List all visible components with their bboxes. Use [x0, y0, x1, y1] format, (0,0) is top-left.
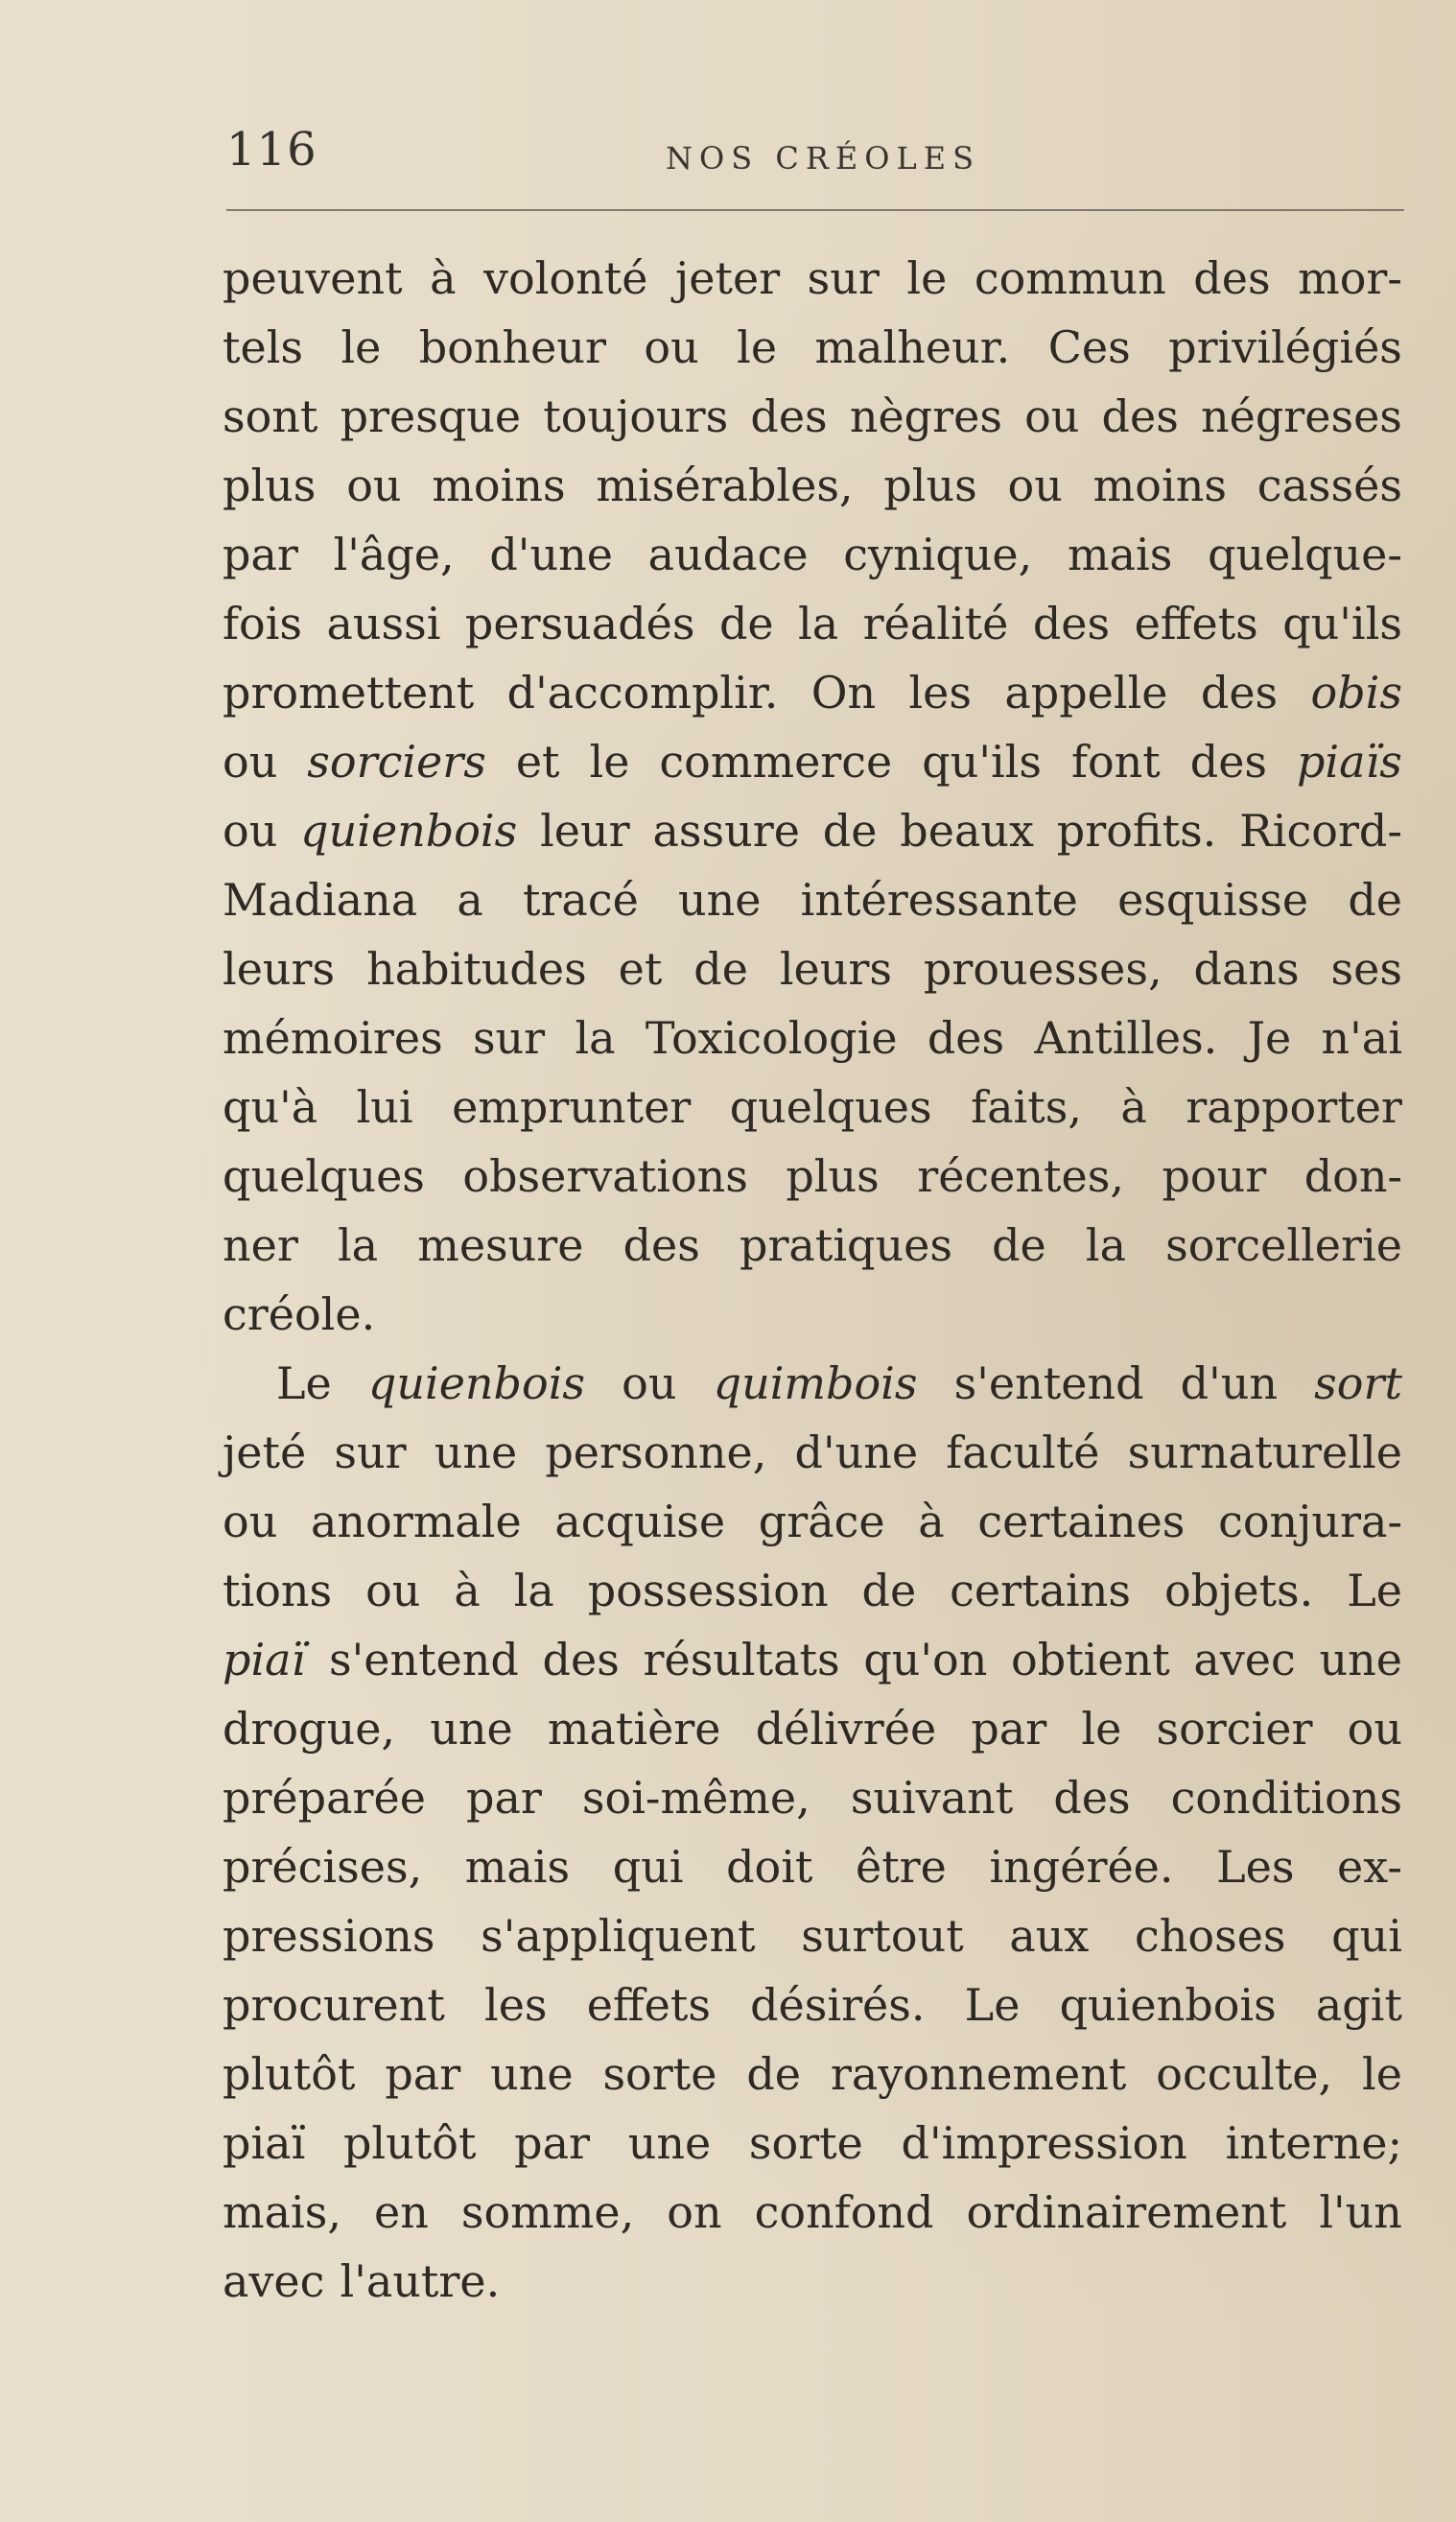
word: la: [513, 1565, 554, 1616]
word: habitudes: [366, 943, 587, 995]
text-line: [223, 1211, 1402, 1280]
word: jeté: [223, 1426, 307, 1478]
word: procurent: [223, 1979, 445, 2031]
header-rule: [226, 209, 1404, 211]
word: misérables,: [596, 460, 854, 511]
word: leurs: [223, 943, 336, 995]
word: sur: [472, 1012, 546, 1064]
word: d'un: [1180, 1357, 1279, 1409]
word: rayonnement: [830, 2048, 1127, 2100]
word: bonheur: [418, 321, 607, 373]
word: rapporter: [1186, 1081, 1402, 1133]
word: don-: [1303, 1150, 1402, 1202]
text-line: [223, 451, 1402, 520]
word: ingérée.: [989, 1841, 1174, 1893]
word: sorte: [748, 2117, 863, 2169]
word: l'âge,: [333, 529, 455, 580]
word: de: [992, 1219, 1046, 1271]
word: le: [1362, 2048, 1402, 2100]
word: n'ai: [1321, 1012, 1402, 1064]
word: commerce: [659, 736, 893, 788]
text-line: [223, 382, 1402, 451]
word: négreses: [1200, 390, 1402, 442]
word: leur: [540, 805, 630, 857]
text-line: [223, 1003, 1402, 1072]
word: de: [718, 598, 774, 649]
word: une: [434, 1426, 518, 1478]
text-line: [223, 2178, 1402, 2247]
word: piaï: [223, 2117, 306, 2169]
word: lui: [356, 1081, 413, 1133]
word: suivant: [850, 1772, 1014, 1824]
word: de: [693, 943, 748, 995]
paragraph: [223, 244, 1402, 1349]
word: sorte: [602, 2048, 717, 2100]
text-line: [223, 796, 1402, 865]
word: par: [466, 1772, 542, 1824]
word: ou: [644, 321, 699, 373]
word: interne;: [1225, 2117, 1402, 2169]
word: ses: [1330, 943, 1402, 995]
word: moins: [1092, 460, 1227, 511]
word: l'autre.: [340, 2255, 501, 2307]
page-header: [223, 123, 1402, 190]
word: mais: [464, 1841, 571, 1893]
word: mor-: [1298, 252, 1402, 304]
word: faculté: [946, 1426, 1100, 1478]
word: doit: [726, 1841, 813, 1893]
word: commun: [974, 252, 1166, 304]
word: drogue,: [223, 1703, 396, 1755]
page-number: 116: [226, 123, 317, 177]
word: prouesses,: [923, 943, 1162, 995]
word: le: [1081, 1703, 1122, 1755]
word: des: [1193, 252, 1271, 304]
word: de: [746, 2048, 801, 2100]
word: presque: [340, 390, 522, 442]
word: à: [454, 1565, 481, 1616]
word: grâce: [758, 1496, 885, 1547]
word: ordinairement: [966, 2186, 1287, 2238]
word: Ces: [1047, 321, 1131, 373]
word: cynique,: [843, 529, 1033, 580]
text-line: [223, 1418, 1402, 1487]
word: la: [798, 598, 839, 649]
word: conditions: [1170, 1772, 1402, 1824]
word: agit: [1315, 1979, 1402, 2031]
word: Ricord-: [1239, 805, 1402, 857]
text-line: [223, 2109, 1402, 2178]
word: effets: [586, 1979, 711, 2031]
word: acquise: [554, 1496, 726, 1547]
word: le: [341, 321, 382, 373]
word: confond: [754, 2186, 934, 2238]
text-line: [223, 1487, 1402, 1556]
word: piaï: [223, 1634, 306, 1685]
word: ou: [1347, 1703, 1402, 1755]
word: leurs: [779, 943, 892, 995]
word: profits.: [1056, 805, 1217, 857]
word: la: [575, 1012, 616, 1064]
word: et: [618, 943, 663, 995]
text-line: [223, 313, 1402, 382]
word: surnaturelle: [1127, 1426, 1402, 1478]
word: plutôt: [223, 2048, 356, 2100]
word: certaines: [977, 1496, 1186, 1547]
word: d'une: [489, 529, 613, 580]
word: une: [490, 2048, 574, 2100]
word: possession: [587, 1565, 829, 1616]
word: aussi: [326, 598, 441, 649]
word: nègres: [849, 390, 1002, 442]
text-line: [223, 1142, 1402, 1211]
word: choses: [1135, 1910, 1286, 1962]
word: Le: [964, 1979, 1021, 2031]
word: anormale: [310, 1496, 522, 1547]
word: des: [622, 1219, 700, 1271]
word: qu'on: [863, 1634, 988, 1685]
word: certains: [950, 1565, 1131, 1616]
word: qu'ils: [1282, 598, 1402, 649]
word: les: [908, 667, 972, 719]
word: tions: [223, 1565, 333, 1616]
word: s'appliquent: [481, 1910, 756, 1962]
word: toujours: [543, 390, 729, 442]
word: mémoires: [223, 1012, 443, 1064]
word: des: [1032, 598, 1111, 649]
word: emprunter: [452, 1081, 692, 1133]
word: s'entend: [953, 1357, 1144, 1409]
word: Madiana: [223, 874, 418, 926]
word: privilégiés: [1168, 321, 1402, 373]
word: désirés.: [750, 1979, 926, 2031]
word: d'une: [794, 1426, 919, 1478]
word: à: [918, 1496, 945, 1547]
word: ou: [1024, 390, 1080, 442]
word: pratiques: [740, 1219, 952, 1271]
word: préparée: [223, 1772, 426, 1824]
word: conjura-: [1218, 1496, 1402, 1547]
word: ou: [223, 805, 278, 857]
word: surtout: [801, 1910, 964, 1962]
word: quelque-: [1208, 529, 1402, 580]
word: récentes,: [917, 1150, 1124, 1202]
word: réalité: [862, 598, 1009, 649]
word: une: [430, 1703, 513, 1755]
word: moins: [432, 460, 566, 511]
text-line: [223, 2247, 1402, 2316]
word: volonté: [483, 252, 648, 304]
word: a: [457, 874, 483, 926]
word: la: [337, 1219, 379, 1271]
word: dans: [1193, 943, 1300, 995]
word: personne,: [545, 1426, 767, 1478]
text-line: [223, 1832, 1402, 1901]
text-line: [223, 589, 1402, 658]
word: ou: [365, 1565, 421, 1616]
word: quienbois: [367, 1357, 586, 1409]
word: une: [678, 874, 762, 926]
word: ou: [622, 1357, 677, 1409]
word: des: [1200, 667, 1279, 719]
word: par: [223, 529, 298, 580]
word: Le: [276, 1357, 332, 1409]
running-title: NOS CRÉOLES: [666, 140, 981, 177]
word: être: [855, 1841, 947, 1893]
text-line: [223, 1556, 1402, 1625]
word: créole.: [223, 1288, 376, 1340]
word: ou: [223, 736, 278, 788]
word: Antilles.: [1034, 1012, 1218, 1064]
word: pour: [1162, 1150, 1267, 1202]
word: avec: [223, 2255, 325, 2307]
word: font: [1070, 736, 1161, 788]
word: sorcier: [1156, 1703, 1313, 1755]
word: appelle: [1004, 667, 1168, 719]
word: matière: [547, 1703, 721, 1755]
word: et: [515, 736, 560, 788]
text-line: [223, 1694, 1402, 1763]
word: ou: [1007, 460, 1063, 511]
word: obtient: [1011, 1634, 1170, 1685]
word: audace: [647, 529, 809, 580]
word: à: [430, 252, 457, 304]
word: par: [514, 2117, 590, 2169]
word: plutôt: [342, 2117, 477, 2169]
word: ou: [346, 460, 402, 511]
word: la: [1085, 1219, 1126, 1271]
word: de: [861, 1565, 917, 1616]
word: quelques: [729, 1081, 932, 1133]
word: une: [1319, 1634, 1402, 1685]
word: Les: [1216, 1841, 1295, 1893]
text-line: [223, 727, 1402, 796]
word: à: [1120, 1081, 1147, 1133]
word: fois: [223, 598, 303, 649]
text-line: [223, 1072, 1402, 1142]
text-line: [223, 865, 1402, 934]
text-line: [223, 934, 1402, 1003]
word: sort: [1314, 1357, 1402, 1409]
word: jeter: [674, 252, 781, 304]
word: en: [374, 2186, 429, 2238]
word: ner: [223, 1219, 298, 1271]
word: plus: [786, 1150, 880, 1202]
word: tels: [223, 321, 304, 373]
text-line: [223, 2039, 1402, 2109]
word: qu'ils: [922, 736, 1042, 788]
word: sur: [807, 252, 880, 304]
word: sorciers: [307, 736, 486, 788]
word: plus: [223, 460, 317, 511]
word: une: [627, 2117, 712, 2169]
word: peuvent: [223, 252, 403, 304]
word: mesure: [417, 1219, 584, 1271]
text-line: [223, 1280, 1402, 1349]
word: avec: [1193, 1634, 1296, 1685]
word: d'accomplir.: [506, 667, 779, 719]
text-line: [223, 1901, 1402, 1970]
word: beaux: [900, 805, 1034, 857]
word: des: [1101, 390, 1179, 442]
word: ou: [223, 1496, 278, 1547]
word: Je: [1247, 1012, 1292, 1064]
word: effets: [1134, 598, 1258, 649]
word: de: [1348, 874, 1402, 926]
word: on: [667, 2186, 722, 2238]
word: les: [484, 1979, 548, 2031]
word: intéressante: [800, 874, 1078, 926]
word: des: [750, 390, 828, 442]
word: précises,: [223, 1841, 423, 1893]
word: l'un: [1319, 2186, 1402, 2238]
word: quimbois: [713, 1357, 918, 1409]
word: occulte,: [1156, 2048, 1333, 2100]
word: obis: [1310, 667, 1402, 719]
word: ex-: [1337, 1841, 1402, 1893]
word: par: [385, 2048, 461, 2100]
word: des: [542, 1634, 620, 1685]
word: piaïs: [1296, 736, 1402, 788]
word: persuadés: [464, 598, 695, 649]
word: quienbois: [1059, 1979, 1277, 2031]
word: malheur.: [814, 321, 1011, 373]
word: résultats: [643, 1634, 840, 1685]
word: d'impression: [901, 2117, 1187, 2169]
word: soi-même,: [581, 1772, 810, 1824]
word: qui: [612, 1841, 684, 1893]
word: sont: [223, 390, 318, 442]
word: s'entend: [328, 1634, 519, 1685]
text-line: [223, 1625, 1402, 1694]
word: pressions: [223, 1910, 435, 1962]
word: par: [971, 1703, 1047, 1755]
paragraph: [223, 1349, 1402, 2316]
word: des: [1189, 736, 1268, 788]
word: Toxicologie: [645, 1012, 898, 1064]
word: mais,: [223, 2186, 341, 2238]
word: délivrée: [755, 1703, 937, 1755]
word: de: [822, 805, 878, 857]
word: cassés: [1256, 460, 1402, 511]
word: plus: [883, 460, 977, 511]
word: tracé: [522, 874, 639, 926]
word: qui: [1331, 1910, 1402, 1962]
word: Le: [1347, 1565, 1402, 1616]
word: sorcellerie: [1165, 1219, 1402, 1271]
word: des: [927, 1012, 1005, 1064]
text-line: [223, 1763, 1402, 1832]
word: faits,: [971, 1081, 1082, 1133]
word: somme,: [460, 2186, 635, 2238]
word: le: [906, 252, 948, 304]
word: promettent: [223, 667, 475, 719]
word: aux: [1009, 1910, 1090, 1962]
body-text: [223, 244, 1402, 2316]
word: le: [589, 736, 630, 788]
text-line: [223, 658, 1402, 727]
word: quelques: [223, 1150, 425, 1202]
text-line: [223, 520, 1402, 589]
word: observations: [462, 1150, 748, 1202]
word: qu'à: [223, 1081, 318, 1133]
word: des: [1053, 1772, 1131, 1824]
text-line: [223, 1970, 1402, 2039]
word: objets.: [1163, 1565, 1314, 1616]
text-line: [223, 1349, 1402, 1418]
word: quienbois: [300, 805, 518, 857]
word: assure: [652, 805, 800, 857]
word: le: [737, 321, 778, 373]
text-line: [223, 244, 1402, 313]
word: On: [810, 667, 877, 719]
word: esquisse: [1117, 874, 1309, 926]
word: sur: [334, 1426, 407, 1478]
word: mais: [1067, 529, 1173, 580]
